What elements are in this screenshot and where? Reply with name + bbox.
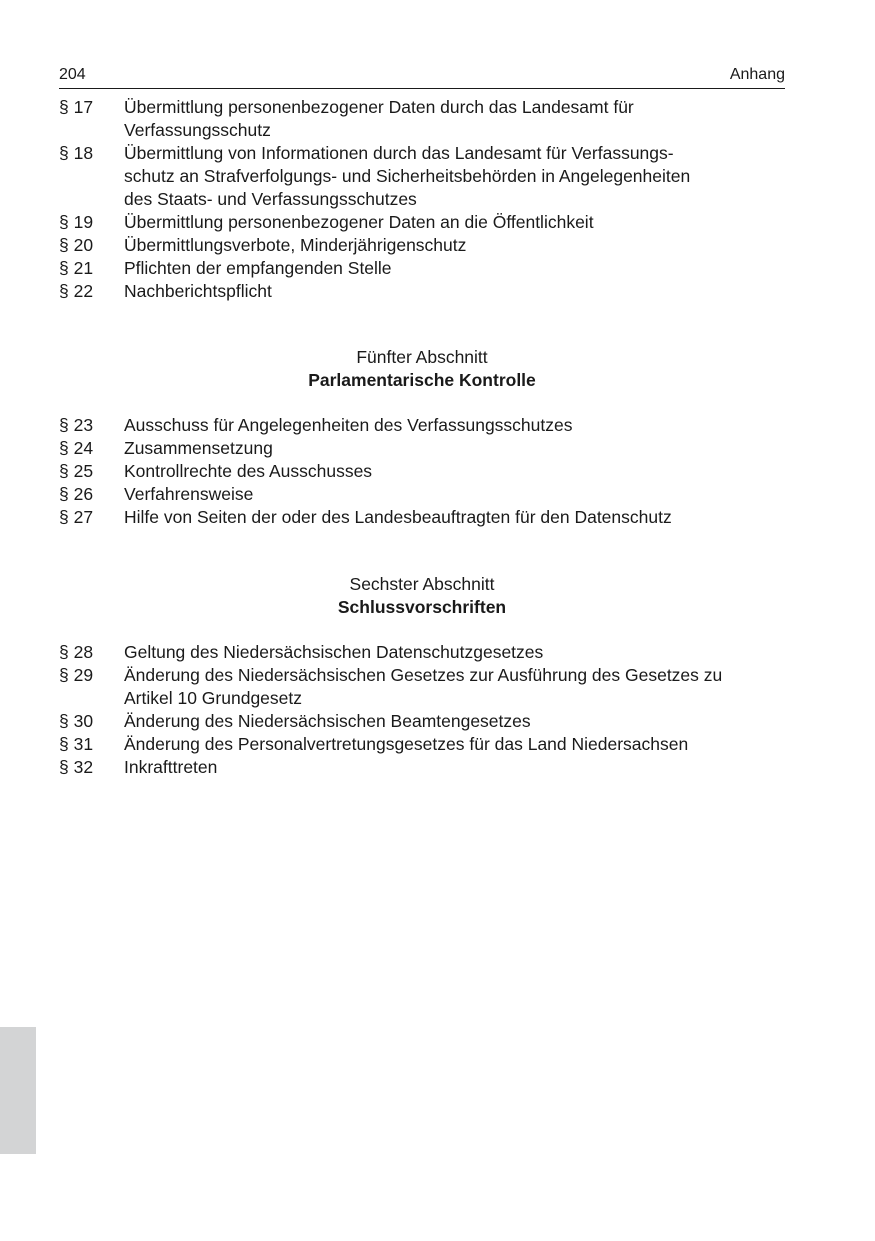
section-title: Schlussvorschriften xyxy=(337,597,507,617)
toc-entry xyxy=(59,211,799,234)
entry-title: Ausschuss für Angelegenheiten des Verfassungsschutzes xyxy=(124,415,573,435)
section-heading-6 xyxy=(59,573,785,619)
toc-entry xyxy=(59,96,799,119)
section-number: § 25 xyxy=(59,461,94,481)
entry-title: Änderung des Niedersächsischen Beamtengesetzes xyxy=(124,711,531,731)
toc-entry xyxy=(59,119,799,142)
toc-entry xyxy=(59,234,799,257)
section-number: § 29 xyxy=(59,665,94,685)
toc-entry xyxy=(59,483,799,506)
toc-entry xyxy=(59,733,799,756)
entry-title: Kontrollrechte des Ausschusses xyxy=(124,461,373,481)
entry-title: Übermittlung personenbezogener Daten durch das Landesamt für xyxy=(124,97,634,117)
section-number: § 30 xyxy=(59,711,94,731)
section-number: § 17 xyxy=(59,97,94,117)
toc-entry xyxy=(59,142,799,165)
section-number: § 19 xyxy=(59,212,94,232)
entry-title: Übermittlungsverbote, Minderjährigenschutz xyxy=(124,235,467,255)
entry-title: Änderung des Personalvertretungsgesetzes für das Land Niedersachsen xyxy=(124,734,689,754)
section-number: § 22 xyxy=(59,281,94,301)
entry-title: Pflichten der empfangenden Stelle xyxy=(124,258,392,278)
entry-title: Übermittlung von Informationen durch das Landesamt für Verfassungs- xyxy=(124,143,674,163)
toc-entry xyxy=(59,687,799,710)
thumb-index-tab xyxy=(0,1027,36,1154)
section-number: § 26 xyxy=(59,484,94,504)
entry-title: Hilfe von Seiten der oder des Landesbeauftragten für den Datenschutz xyxy=(124,507,672,527)
toc-block-section-6 xyxy=(59,641,799,779)
toc-entry xyxy=(59,165,799,188)
entry-title: Geltung des Niedersächsischen Datenschutzgesetzes xyxy=(124,642,544,662)
section-number: § 27 xyxy=(59,507,94,527)
section-number: § 28 xyxy=(59,642,94,662)
entry-title: Inkrafttreten xyxy=(124,757,218,777)
entry-title: Übermittlung personenbezogener Daten an die Öffentlichkeit xyxy=(124,212,594,232)
section-label: Sechster Abschnitt xyxy=(349,574,495,594)
section-number: § 18 xyxy=(59,143,94,163)
toc-entry xyxy=(59,710,799,733)
toc-entry xyxy=(59,460,799,483)
entry-title: Artikel 10 Grundgesetz xyxy=(124,688,303,708)
toc-entry xyxy=(59,257,799,280)
toc-entry xyxy=(59,414,799,437)
entry-title: Änderung des Niedersächsischen Gesetzes zur Ausführung des Gesetzes zu xyxy=(124,665,723,685)
toc-block-section-5 xyxy=(59,414,799,529)
section-number: § 21 xyxy=(59,258,94,278)
toc-entry xyxy=(59,506,799,529)
page-header xyxy=(59,64,785,89)
toc-entry xyxy=(59,664,799,687)
section-number xyxy=(59,119,124,142)
toc-entry xyxy=(59,641,799,664)
section-label: Fünfter Abschnitt xyxy=(356,347,488,367)
toc-entry xyxy=(59,437,799,460)
toc-entry xyxy=(59,280,799,303)
section-heading-5 xyxy=(59,346,785,392)
section-number: § 32 xyxy=(59,757,94,777)
entry-title: Nachberichtspflicht xyxy=(124,281,272,301)
section-number: § 23 xyxy=(59,415,94,435)
section-number: § 20 xyxy=(59,235,94,255)
section-number: § 24 xyxy=(59,438,94,458)
entry-title: Zusammensetzung xyxy=(124,438,273,458)
entry-title: Verfassungsschutz xyxy=(124,120,271,140)
running-title: Anhang xyxy=(729,66,785,83)
entry-title: schutz an Strafverfolgungs- und Sicherheitsbehörden in Angelegenheiten xyxy=(124,166,691,186)
toc-entry xyxy=(59,756,799,779)
section-title: Parlamentarische Kontrolle xyxy=(308,370,536,390)
section-number xyxy=(59,687,124,710)
entry-title: Verfahrensweise xyxy=(124,484,254,504)
section-number xyxy=(59,188,124,211)
toc-entry xyxy=(59,188,799,211)
toc-block-1 xyxy=(59,96,799,303)
page-number: 204 xyxy=(59,66,86,83)
section-number xyxy=(59,165,124,188)
entry-title: des Staats- und Verfassungsschutzes xyxy=(124,189,417,209)
section-number: § 31 xyxy=(59,734,94,754)
